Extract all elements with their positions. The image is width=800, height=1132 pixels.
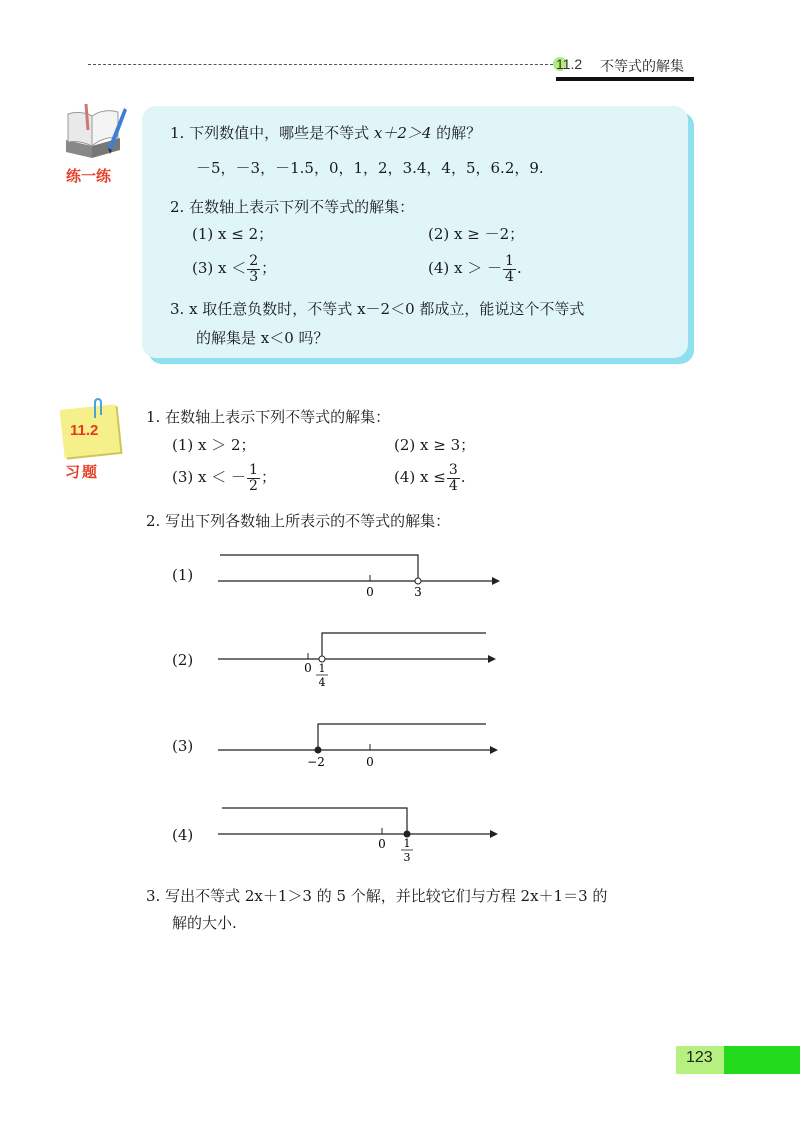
fraction-numerator: 1	[318, 662, 326, 675]
tick-label: 0	[366, 585, 374, 599]
practice-label: 练一练	[66, 167, 112, 185]
tick-label: 3	[414, 585, 422, 599]
practice-q2-item-2: (2) x ≥ －2；	[428, 225, 525, 243]
exercise-q1-item-2: (2) x ≥ 3；	[394, 436, 476, 454]
section-title: 不等式的解集	[600, 59, 684, 75]
tick-label: 0	[366, 755, 374, 769]
tick-label: 0	[378, 837, 386, 851]
number-line-2	[210, 624, 510, 690]
exercise-badge-number: 11.2	[70, 422, 99, 439]
exercise-question-2: 2. 写出下列各数轴上所表示的不等式的解集：	[146, 512, 451, 530]
exercise-q1-item-3: (3) x ＜ － $\frac{1}{2}$ ；	[172, 462, 276, 494]
practice-q2-item-4: (4) x ＞ － $\frac{1}{4}$ .	[428, 253, 522, 285]
practice-q2-item-1: (1) x ≤ 2；	[192, 225, 274, 243]
practice-question-1-values: －5，－3，－1.5，0，1，2，3.4，4，5，6.2，9.	[196, 159, 544, 177]
exercise-question-1: 1. 在数轴上表示下列不等式的解集：	[146, 408, 391, 426]
fraction: $\frac{1}{4}$	[505, 253, 514, 285]
exercise-label: 习题	[65, 463, 100, 481]
number-line-4	[210, 800, 510, 866]
exercise-q1-item-4: (4) x ≤ $\frac{3}{4}$ .	[394, 462, 466, 494]
tick-label: −2	[307, 755, 325, 769]
page-number: 123	[686, 1049, 713, 1066]
number-line-3-label: (3)	[172, 737, 194, 755]
fraction: $\frac{1}{2}$	[249, 462, 258, 494]
page-number-bar	[724, 1046, 800, 1074]
header-dashed-rule	[88, 64, 553, 65]
practice-question-3-line-2: 的解集是 x＜0 吗？	[196, 329, 329, 347]
exercise-q1-item-1: (1) x ＞ 2；	[172, 436, 256, 454]
number-line-1	[210, 548, 510, 604]
fraction-numerator: 1	[403, 837, 411, 850]
paperclip-icon	[92, 398, 104, 420]
practice-question-3-line-1: 3. x 取任意负数时，不等式 x－2＜0 都成立，能说这个不等式	[170, 300, 585, 318]
exercise-question-3-line-1: 3. 写出不等式 2x＋1＞3 的 5 个解，并比较它们与方程 2x＋1＝3 的	[146, 887, 608, 905]
section-number: 11.2	[556, 56, 583, 72]
open-book-pen-icon	[62, 100, 128, 162]
practice-question-1: 1. 下列数值中，哪些是不等式 x＋2＞4 的解？	[170, 124, 482, 142]
number-line-1-label: (1)	[172, 566, 194, 584]
fraction-denominator: 4	[318, 676, 326, 689]
fraction-denominator: 3	[403, 851, 411, 864]
number-line-2-label: (2)	[172, 651, 194, 669]
practice-question-2: 2. 在数轴上表示下列不等式的解集：	[170, 198, 415, 216]
exercise-question-3-line-2: 解的大小.	[172, 914, 237, 932]
fraction: $\frac{3}{4}$	[448, 462, 458, 494]
fraction: $\frac{2}{3}$	[249, 253, 259, 285]
number-line-4-label: (4)	[172, 826, 194, 844]
practice-q2-item-3: (3) x ＜ $\frac{2}{3}$ ；	[192, 253, 277, 285]
number-line-3	[210, 716, 510, 772]
header-underline-bar	[556, 77, 694, 81]
tick-label: 0	[304, 661, 312, 675]
